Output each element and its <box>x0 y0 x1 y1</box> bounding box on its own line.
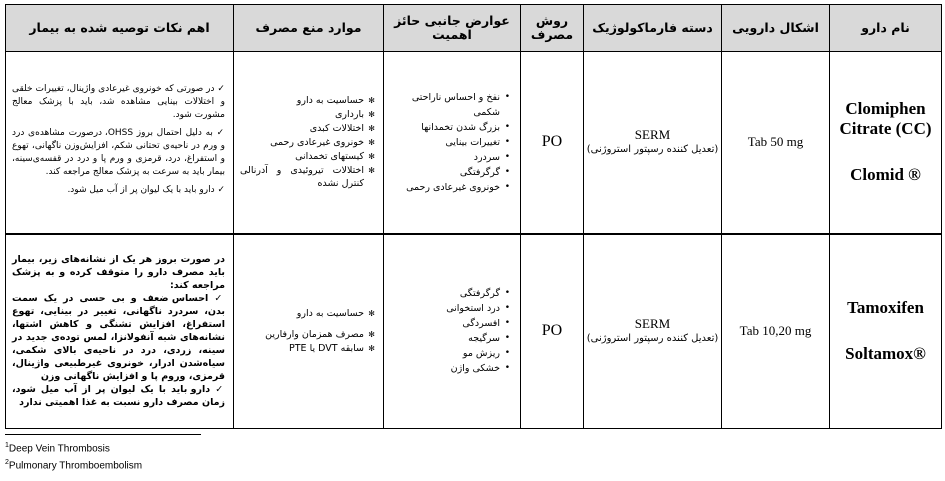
list-item: ✻ مصرف همزمان وارفارین <box>240 328 375 341</box>
tips-intro: در صورت بروز هر یک از نشانه‌های زیر، بیمار باید مصرف دارو را متوقف کرده و به پزشک مراجعه کند: <box>12 254 225 292</box>
header-class: دسته فارماکولوژیک <box>584 5 722 52</box>
contraindications-list <box>234 94 383 190</box>
tip-item: ✓ احساس ضعف و بی حسی در یک سمت بدن، سردرد ناگهانی، تغییر در بینایی، تهوع استفراغ، افزایش تشنگی و کاهش اشتها، نشانه‌های شبه آنفولانزا، لمس توده‌ی جدید در سینه، زردی، درد در ناحیه‌ی بالای شکمی، سیاه‌شدن ادرار، خونروی غیرطبیعی واژینال، قرمزی، وروم پا و افزایش ناگهانی وزن <box>12 293 225 383</box>
header-side-effects: عوارض جانبی حائز اهمیت <box>384 5 521 52</box>
tips-cell <box>6 234 234 429</box>
pharm-class-cell <box>584 52 722 234</box>
header-name: نام دارو <box>830 5 942 52</box>
tips-bold-block <box>12 253 225 409</box>
side-effects-cell <box>384 52 521 234</box>
list-item: • نفخ و احساس ناراحتی شکمی <box>388 90 510 120</box>
contraindications-cell <box>234 52 384 234</box>
contraindications-cell <box>234 234 384 429</box>
check-icon: ✓ <box>214 184 225 195</box>
drug-table <box>5 4 942 429</box>
list-item: • درد استخوانی <box>388 301 510 316</box>
tip-item: ✓ دارو باید با یک لیوان پر از آب میل شود. <box>67 184 225 195</box>
check-icon: ✓ <box>208 293 225 305</box>
check-icon: ✓ <box>210 384 225 396</box>
contraindications-list <box>234 307 383 355</box>
drug-name-cell <box>830 52 942 234</box>
footnote-item: $^1$Deep Vein Thrombosis <box>5 442 110 455</box>
list-item: ✻ کیستهای تخمدانی <box>240 150 375 163</box>
header-route: روش مصرف <box>521 5 584 52</box>
table-row <box>6 234 942 429</box>
list-item: • تغییرات بینایی <box>388 135 510 150</box>
table-row <box>6 52 942 234</box>
list-item: • خونروی غیرعادی رحمی <box>388 180 510 195</box>
list-item: • افسردگی <box>388 316 510 331</box>
brand-name: Soltamox® <box>845 344 926 364</box>
list-item: • بزرگ شدن تخمدانها <box>388 120 510 135</box>
pharm-class-desc: (تعدیل کننده رسپتور استروژنی) <box>586 144 719 156</box>
tip-item: ✓ دارو باید با یک لیوان پر از آب میل شود، زمان مصرف دارو نسبت به غذا اهمیتی ندارد <box>12 384 225 409</box>
footnotes <box>5 434 201 474</box>
list-item: ✻ حساسیت به دارو <box>240 94 375 107</box>
side-effects-list <box>384 286 520 376</box>
list-item: • سردرد <box>388 150 510 165</box>
route: PO <box>521 234 584 429</box>
tip-item: ✓ در صورتی که خونروی غیرعادی واژینال، تغییرات خلقی و اختلالات بینایی مشاهده شد، باید با پزشک معالج مشورت شود. <box>12 83 225 120</box>
footnote-divider <box>5 434 201 435</box>
drug-name: Tamoxifen <box>847 298 924 318</box>
pharm-class-cell <box>584 234 722 429</box>
list-item: • گرگرفتگی <box>388 165 510 180</box>
list-item: ✻ اختلالات کبدی <box>240 122 375 135</box>
list-item: ✻ بارداری <box>240 108 375 121</box>
drug-name-cell <box>830 234 942 429</box>
dosage-form: Tab 50 mg <box>722 52 830 234</box>
list-item: • سرگیجه <box>388 331 510 346</box>
drug-name: Clomiphen <box>845 99 926 119</box>
list-item: ✻ اختلالات تیروئیدی و آدرنالی کنترل نشده <box>240 164 375 190</box>
list-item: • ریزش مو <box>388 346 510 361</box>
drug-name-line2: Citrate (CC) <box>839 119 932 139</box>
footnote-item: $^2$Pulmonary Thromboembolism <box>5 459 143 472</box>
list-item: • گرگرفتگی <box>388 286 510 301</box>
check-icon: ✓ <box>214 83 225 94</box>
dosage-form: Tab 10,20 mg <box>722 234 830 429</box>
tip-item: ✓ به دلیل احتمال بروز OHSS، درصورت مشاهده‌ی درد و ورم در ناحیه‌ی تحتانی شکم، افزایش‌وزن ناگهانی، تهوع و استفراغ، درد، قرمزی و ورم پا و درد در قفسه‌ی‌سینه، بیمار باید به سرعت به پزشک معالج مراجعه کند. <box>12 127 225 177</box>
pharm-class: SERM <box>634 127 671 143</box>
brand-name: Clomid ® <box>850 165 921 185</box>
list-item: ✻ خونروی غیرعادی رحمی <box>240 136 375 149</box>
list-item: ✻ حساسیت به دارو <box>240 307 375 320</box>
pharm-class: SERM <box>634 316 671 332</box>
side-effects-list <box>384 90 520 195</box>
header-forms: اشکال دارویی <box>722 5 830 52</box>
tips-cell <box>6 52 234 234</box>
list-item: • خشکی واژن <box>388 361 510 376</box>
list-item: ✻ سابقه DVT یا PTE <box>240 342 375 355</box>
pharm-class-desc: (تعدیل کننده رسپتور استروژنی) <box>586 333 719 345</box>
header-row <box>6 5 942 52</box>
header-contraindications: موارد منع مصرف <box>234 5 384 52</box>
side-effects-cell <box>384 234 521 429</box>
check-icon: ✓ <box>212 127 225 138</box>
route: PO <box>521 52 584 234</box>
header-tips: اهم نکات توصیه شده به بیمار <box>6 5 234 52</box>
